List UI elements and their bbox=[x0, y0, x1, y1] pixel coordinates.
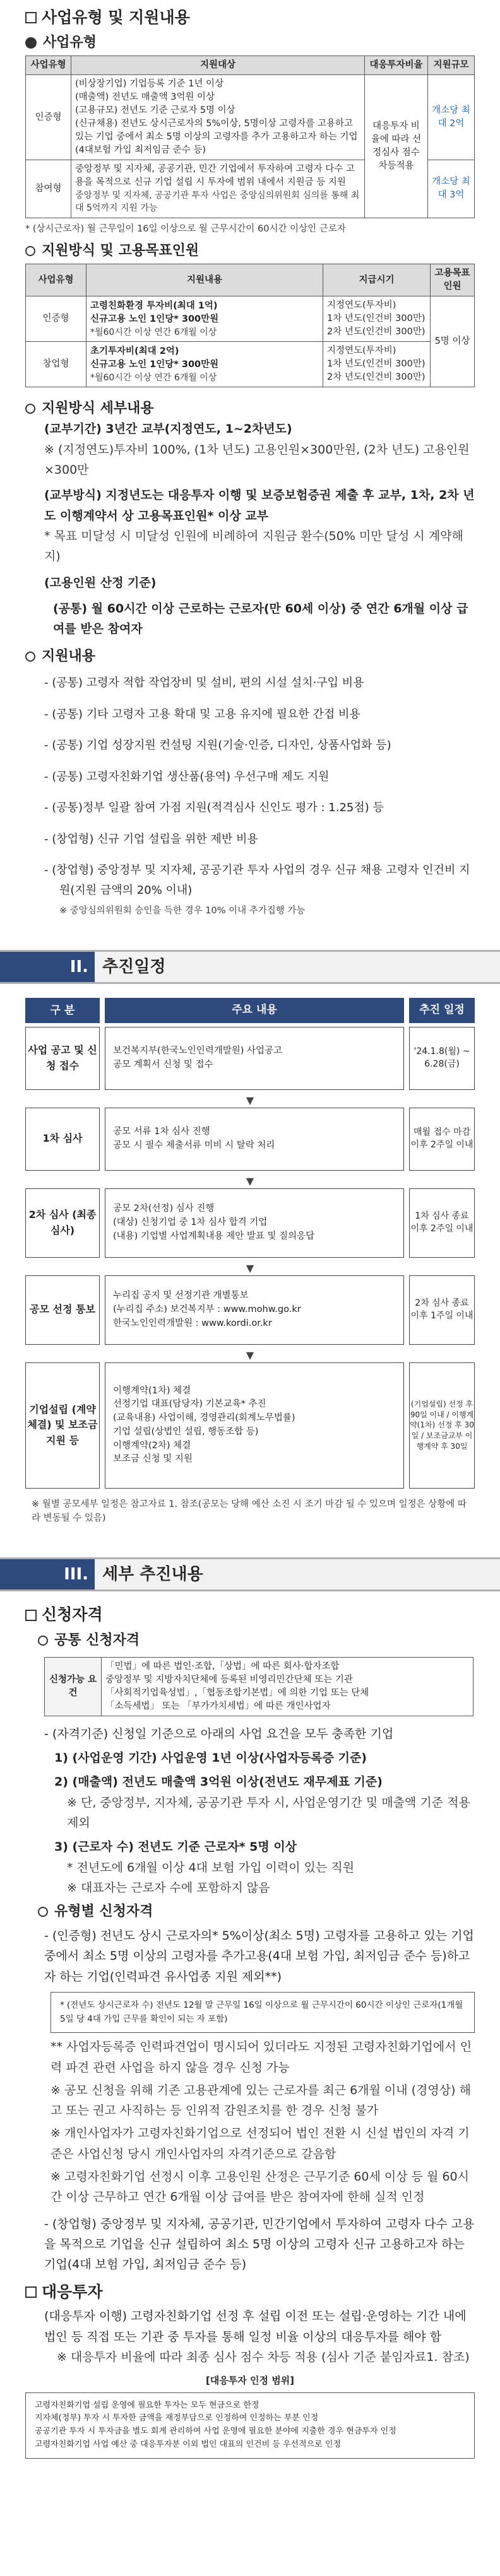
step-content bbox=[105, 1362, 404, 1489]
box-item: 공공기관 투자 시 투자금을 별도 회계 관리하여 사업 운영에 필요한 분야에 지출한 경우 현금투자 인정 bbox=[35, 2427, 396, 2437]
subsection-text: 유형별 신청자격 bbox=[54, 1904, 153, 1920]
circle-bullet-icon bbox=[38, 1636, 48, 1646]
circle-bullet-icon bbox=[38, 1907, 48, 1917]
list-item: (신규채용) 전년도 상시근로자의 5%이상, 5명이상 고령자를 고용하고 있는 기업 중에서 최소 5명 이상의 고령자를 추가 고용하고자 하는 기업(4대보험 가입 최저임금 준수 등) bbox=[75, 119, 358, 156]
step-line: 이행계약(2차) 체결 bbox=[113, 1440, 191, 1451]
step-line: (교육내용) 사업이해, 경영관리(회계노무법률) bbox=[113, 1413, 295, 1424]
schedule-row bbox=[25, 1027, 475, 1090]
criteria-item: 1) (사업운영 기간) 사업운영 1년 이상(사업자등록증 기준) bbox=[54, 1751, 367, 1765]
step-line: 선정기업 대표(담당자) 기본교육* 추진 bbox=[113, 1399, 266, 1410]
target-cell: 5명 이상 bbox=[431, 296, 475, 387]
detail-item: (교부방식) 지정년도는 대응투자 이행 및 보증보험증권 제출 후 교부, 1차, 2차 년도 이행계약서 상 고용목표인원* 이상 교부 bbox=[44, 488, 475, 523]
type-criteria: - (창업형) 중앙정부 및 지자체, 공공기관, 민간기업에서 투자하여 고령자 다수 고용을 목적으로 기업을 신규 설립하여 최소 5명 이상의 고령자 신규 고용하고자 하는 기업(4대 보험 가입, 최저임금 준수 등) bbox=[44, 2216, 475, 2272]
step-line: 한국노인인력개발원 : www.kordi.or.kr bbox=[113, 1318, 272, 1328]
detail-item: (고용인원 산정 기준) bbox=[44, 576, 157, 590]
subsection-heading bbox=[38, 1902, 475, 1922]
down-arrow-icon: ▼ bbox=[246, 1174, 254, 1187]
section-bar bbox=[0, 1557, 500, 1591]
list-item: 중앙정부 및 지자체, 공공기관, 민간 기업에서 투자하여 고령자 다수 고용을 목적으로 신규 기업 설립 시 투자에 범위 내에서 지원금 등 지원 bbox=[75, 164, 355, 188]
criteria-note: ※ 대표자는 근로자 수에 포함하지 않음 bbox=[67, 1880, 270, 1895]
criteria-box: * (전년도 상시근로자 수) 전년도 12월 말 근무일 16일 이상으로 월 근무시간이 60시간 이상인 근로자(1개월 5일 당 4대 가입 근무를 확인이 되는 자 포함) bbox=[51, 1992, 475, 2033]
req-item: 「소득세법」 또는 「부가가치세법」에 따른 개인사업자 bbox=[105, 1701, 331, 1711]
type-cell: 참여형 bbox=[26, 160, 71, 218]
list-item: 신규고용 노인 1인당* 300만원 bbox=[90, 313, 219, 324]
list-item: 지정연도(투자비) bbox=[327, 346, 396, 356]
section-number: III. bbox=[0, 1559, 95, 1590]
subsection-text: 사업유형 bbox=[43, 34, 97, 50]
content-item: - (창업형) 중앙정부 및 지자체, 공공기관 투자 사업의 경우 신규 채용 고령자 인건비 지원(지원 금액의 20% 이내) bbox=[44, 864, 470, 897]
step-label: 1차 심사 bbox=[25, 1108, 100, 1171]
step-label: 공모 선정 통보 bbox=[25, 1275, 100, 1345]
circle-bullet-icon bbox=[25, 404, 35, 414]
pay-cell bbox=[323, 296, 431, 342]
content-cell bbox=[86, 296, 323, 342]
table-header: 지원규모 bbox=[428, 56, 475, 75]
pay-cell bbox=[323, 342, 431, 387]
schedule-row bbox=[25, 1108, 475, 1171]
list-item: 2차 년도(인건비 300만) bbox=[327, 327, 426, 337]
step-line: 이행계약(1차) 체결 bbox=[113, 1385, 191, 1396]
step-content bbox=[105, 1108, 404, 1171]
investment-note: ※ 대응투자 비율에 따라 최종 심사 점수 차등 적용 (심사 기준 붙임자료1. 참조) bbox=[57, 2350, 470, 2365]
list-item: (비상장기업) 기업등록 기준 1년 이상 bbox=[75, 79, 224, 90]
list-item: 2차 년도(인건비 300만) bbox=[327, 372, 426, 383]
type-cell: 인증형 bbox=[26, 75, 71, 160]
criteria-note: ※ 개인사업자가 고령자친화기업으로 선정되어 법인 전환 시 신설 법인의 자격 기준은 사업신청 당시 개인사업자의 자격기준으로 갈음함 bbox=[51, 2126, 470, 2161]
detail-note: * 목표 미달성 시 미달성 인원에 비례하여 지원금 환수(50% 미만 달성 시 계약해지) bbox=[44, 529, 463, 564]
criteria-note: ※ 공모 신청을 위해 기존 고용관계에 있는 근로자를 최근 6개월 이내 (경영상) 해고 또는 권고 사직하는 등 인위적 감원조치를 한 경우 신청 불가 bbox=[51, 2083, 471, 2118]
section-bar bbox=[0, 950, 500, 984]
step-line: 공모 서류 1차 심사 진행 bbox=[113, 1127, 210, 1137]
investment-box bbox=[25, 2392, 475, 2459]
step-line: 공모 시 필수 제출서류 미비 시 탈락 처리 bbox=[113, 1140, 275, 1150]
section-title: 세부 추진내용 bbox=[95, 1559, 500, 1590]
list-item: 지정연도(투자비) bbox=[327, 300, 396, 311]
list-item: *월60시간 이상 연간 6개월 이상 bbox=[90, 327, 217, 337]
criteria-note: ※ 고령자친화기업 선정시 이후 고용인원 산정은 근무기준 60세 이상 등 월 60시간 이상 근무하고 연간 6개월 이상 급여를 받은 참여자에 한해 실적 인정 bbox=[51, 2170, 469, 2204]
subsection-text: 지원방식 세부내용 bbox=[42, 401, 154, 417]
support-method-table bbox=[25, 264, 475, 387]
subsection-heading bbox=[25, 241, 475, 261]
box-title: [대응투자 인정 범위] bbox=[205, 2375, 295, 2387]
criteria-item: 2) (매출액) 전년도 매출액 3억원 이상(전년도 재무제표 기준) bbox=[54, 1775, 383, 1789]
schedule-flow bbox=[25, 998, 475, 1489]
req-item: 「사회적기업육성법」,「협동조합기본법」에 의한 기업 또는 단체 bbox=[105, 1687, 369, 1698]
eligibility-table bbox=[44, 1657, 473, 1716]
table-header: 사업유형 bbox=[26, 264, 86, 296]
step-content bbox=[105, 1188, 404, 1258]
table-header: 지원대상 bbox=[71, 56, 365, 75]
content-item: - (공통) 기업 성장지원 컨설팅 지원(기술·인증, 디자인, 상품사업화 등) bbox=[44, 739, 391, 752]
type-cell: 창업형 bbox=[26, 342, 86, 387]
list-item: 신규고용 노인 1인당* 300만원 bbox=[90, 359, 219, 370]
list-item: 1차 년도(인건비 300만) bbox=[327, 313, 426, 324]
step-date: 2차 심사 종료 이후 1주일 이내 bbox=[409, 1275, 475, 1345]
square-bullet-icon bbox=[25, 12, 37, 23]
type-criteria: - (인증형) 전년도 상시 근로자의* 5%이상(최소 5명) 고령자를 고용하고 있는 기업 중에서 최소 5명 이상의 고령자를 추가고용(4대 보험 가입, 최저임금 준수 등)하고자 하는 기업(인력파견 유사업종 지원 제외**) bbox=[44, 1929, 474, 1984]
req-content bbox=[102, 1657, 473, 1716]
heading-text: 대응투자 bbox=[42, 2283, 103, 2302]
schedule-row bbox=[25, 1362, 475, 1489]
heading-text: 신청자격 bbox=[42, 1605, 103, 1624]
box-item: 지자체(정부) 투자 시 투자한 금액을 재정부담으로 인정하여 인정하는 부분 인정 bbox=[35, 2413, 319, 2423]
list-item: (매출액) 전년도 매출액 3억원 이상 bbox=[75, 92, 215, 103]
table-header: 지원내용 bbox=[86, 264, 323, 296]
table-header: 지급시기 bbox=[323, 264, 431, 296]
step-line: 기업 설립(상법인 설립, 행동조합 등) bbox=[113, 1426, 259, 1437]
step-line: (누리집 주소) 보건복지부 : www.mohw.go.kr bbox=[113, 1304, 301, 1314]
content-item: - (공통)정부 일괄 참여 가점 지원(적격심사 신인도 평가 : 1.25점) 등 bbox=[44, 801, 384, 815]
step-line: 공모 2차(선정) 심사 진행 bbox=[113, 1203, 215, 1214]
subsection-text: 공통 신청자격 bbox=[54, 1632, 140, 1648]
content-cell bbox=[86, 342, 323, 387]
req-label: 신청가능 요건 bbox=[45, 1657, 102, 1716]
table-header: 고용목표인원 bbox=[431, 264, 475, 296]
step-date: '24.1.8(월) ~ 6.28(금) bbox=[409, 1027, 475, 1090]
step-label: 2차 심사 (최종 심사) bbox=[25, 1188, 100, 1258]
step-line: 보조금 신청 및 지원 bbox=[113, 1454, 193, 1465]
list-item: 중앙정부 및 지자체, 공공기관 투자 사업은 중앙심의위원회 심의를 통해 최대 5억까지 지원 가능 bbox=[75, 190, 360, 214]
business-type-table bbox=[25, 56, 475, 218]
step-content bbox=[105, 1275, 404, 1345]
detail-item: (교부기간) 3년간 교부(지정연도, 1~2차년도) bbox=[44, 422, 292, 436]
step-date: 1차 심사 종료 이후 2주일 이내 bbox=[409, 1188, 475, 1258]
step-line: 누리집 공지 및 선정기관 개별통보 bbox=[113, 1291, 249, 1301]
section-title: 추진일정 bbox=[95, 952, 500, 982]
criteria-note: ※ 단, 중앙정부, 지자체, 공공기관 투자 시, 사업운영기간 및 매출액 기준 적용 제외 bbox=[67, 1795, 470, 1830]
square-bullet-icon bbox=[25, 1610, 37, 1621]
schedule-header bbox=[25, 998, 475, 1023]
schedule-row bbox=[25, 1275, 475, 1345]
step-date: (기업설립) 선정 후 90일 이내 / 이행계약(1차) 선정 후 30일 / 보조금교부 이행계약 후 30일 bbox=[409, 1362, 475, 1489]
step-date: 매월 접수 마감 이후 2주일 이내 bbox=[409, 1108, 475, 1171]
target-cell bbox=[71, 160, 365, 218]
content-note: ※ 중앙심의위원회 승인을 득한 경우 10% 이내 추가집행 가능 bbox=[59, 906, 306, 916]
header-cell: 추진 일정 bbox=[409, 998, 475, 1023]
section-heading bbox=[25, 1604, 475, 1627]
list-item: (고용규모) 전년도 기준 근로자 5명 이상 bbox=[75, 105, 235, 116]
subsection-heading bbox=[38, 1630, 475, 1651]
type-cell: 인증형 bbox=[26, 296, 86, 342]
list-item: 초기투자비(최대 2억) bbox=[90, 346, 179, 356]
req-item: 중앙정부 및 지방자치단체에 등록된 비영리민간단체 또는 기관 bbox=[105, 1674, 353, 1685]
circle-bullet-icon bbox=[25, 652, 35, 662]
step-line: (내용) 기업별 사업계획내용 제안 발표 및 질의응답 bbox=[113, 1231, 315, 1241]
square-bullet-icon bbox=[25, 2286, 37, 2298]
content-item: - (공통) 고령자친화기업 생산품(용역) 우선구매 제도 지원 bbox=[44, 770, 330, 783]
step-content bbox=[105, 1027, 404, 1090]
scale-cell: 개소당 최대 3억 bbox=[428, 160, 475, 218]
section-heading bbox=[25, 2281, 475, 2304]
list-item: 1차 년도(인건비 300만) bbox=[327, 359, 426, 370]
step-line: 보건복지부(한국노인인력개발원) 사업공고 bbox=[113, 1046, 283, 1057]
box-item: 고령자친화기업 설립 운영에 필요한 투자는 모두 현금으로 한정 bbox=[35, 2400, 259, 2410]
step-line: (대상) 신청기업 중 1차 심사 합격 기업 bbox=[113, 1217, 268, 1227]
subsection-text: 지원내용 bbox=[42, 648, 96, 665]
criteria-note: * 전년도에 6개월 이상 4대 보험 가입 이력이 있는 직원 bbox=[67, 1860, 355, 1875]
detail-note: ※ (지정연도)투자비 100%, (1차 년도) 고용인원×300만원, (2차 년도) 고용인원×300만 bbox=[44, 442, 470, 477]
down-arrow-icon: ▼ bbox=[246, 1349, 254, 1361]
circle-bullet-icon bbox=[25, 246, 35, 256]
subsection-heading bbox=[25, 647, 475, 667]
target-cell bbox=[71, 75, 365, 160]
detail-item: (공통) 월 60시간 이상 근로하는 근로자(만 60세 이상) 중 연간 6개월 이상 급여를 받은 참여자 bbox=[53, 601, 468, 636]
section-number: II. bbox=[0, 952, 95, 982]
list-item: *월60시간 이상 연간 6개월 이상 bbox=[90, 372, 217, 383]
down-arrow-icon: ▼ bbox=[246, 1262, 254, 1274]
header-cell: 주요 내용 bbox=[105, 998, 404, 1023]
schedule-row bbox=[25, 1188, 475, 1258]
down-arrow-icon: ▼ bbox=[246, 1094, 254, 1106]
list-item: 고령친화환경 투자비(최대 1억) bbox=[90, 300, 218, 311]
criteria-note: ** 사업자등록증 인력파견업이 명시되어 있더라도 지정된 고령자친화기업에서 인력 파견 관련 사업을 하지 않을 경우 신청 가능 bbox=[51, 2040, 472, 2075]
heading-text: 사업유형 및 지원내용 bbox=[42, 8, 190, 26]
step-line: 공모 계획서 신청 및 접수 bbox=[113, 1059, 213, 1070]
box-item: 고령자친화기업 사업 예산 중 대응투자분 이외 법인 대표의 인건비 등 우선적으로 인정 bbox=[35, 2440, 341, 2450]
subsection-heading bbox=[25, 33, 475, 53]
content-item: - (공통) 기타 고령자 고용 확대 및 고용 유지에 필요한 간접 비용 bbox=[44, 707, 360, 721]
table-note: * (상시근로자) 월 근무일이 16일 이상으로 월 근무시간이 60시간 이상인 근로자 bbox=[25, 223, 346, 234]
step-label: 사업 공고 및 신청 접수 bbox=[25, 1027, 100, 1090]
content-item: - (공통) 고령자 적합 작업장비 및 설비, 편의 시설 설치·구입 비용 bbox=[44, 676, 364, 690]
content-item: - (창업형) 신규 기업 설립을 위한 제반 비용 bbox=[44, 832, 258, 846]
section-heading bbox=[25, 6, 475, 29]
circle-bullet-icon bbox=[25, 37, 37, 49]
ratio-cell: 대응투자 비율에 따라 선정심사 점수 차등적용 bbox=[365, 75, 428, 218]
table-header: 사업유형 bbox=[26, 56, 71, 75]
criteria-item: 3) (근로자 수) 전년도 기준 근로자* 5명 이상 bbox=[54, 1840, 297, 1854]
step-label: 기업설립 (계약체결) 및 보조금 지원 등 bbox=[25, 1362, 100, 1489]
table-header: 대응투자비율 bbox=[365, 56, 428, 75]
subsection-heading bbox=[25, 399, 475, 419]
schedule-note: ※ 월별 공모세부 일정은 참고자료 1. 참조(공모는 당해 예산 소진 시 조기 마감 될 수 있으며 일정은 상황에 따라 변동될 수 있음) bbox=[32, 1499, 467, 1524]
subsection-text: 지원방식 및 고용목표인원 bbox=[42, 243, 199, 259]
req-item: 「민법」에 따른 법인·조합,「상법」에 따른 회사·합자조합 bbox=[105, 1661, 340, 1671]
header-cell: 구 분 bbox=[25, 998, 100, 1023]
investment-text: (대응투자 이행) 고령자친화기업 선정 후 설립 이전 또는 설립·운영하는 기간 내에 법인 등 직접 또는 기관 중 투자를 통해 일정 비율 이상의 대응투자를 해야 함 bbox=[44, 2309, 467, 2344]
criteria-text: - (자격기준) 신청일 기준으로 아래의 사업 요건을 모두 충족한 기업 bbox=[44, 1726, 394, 1741]
scale-cell: 개소당 최대 2억 bbox=[428, 75, 475, 160]
